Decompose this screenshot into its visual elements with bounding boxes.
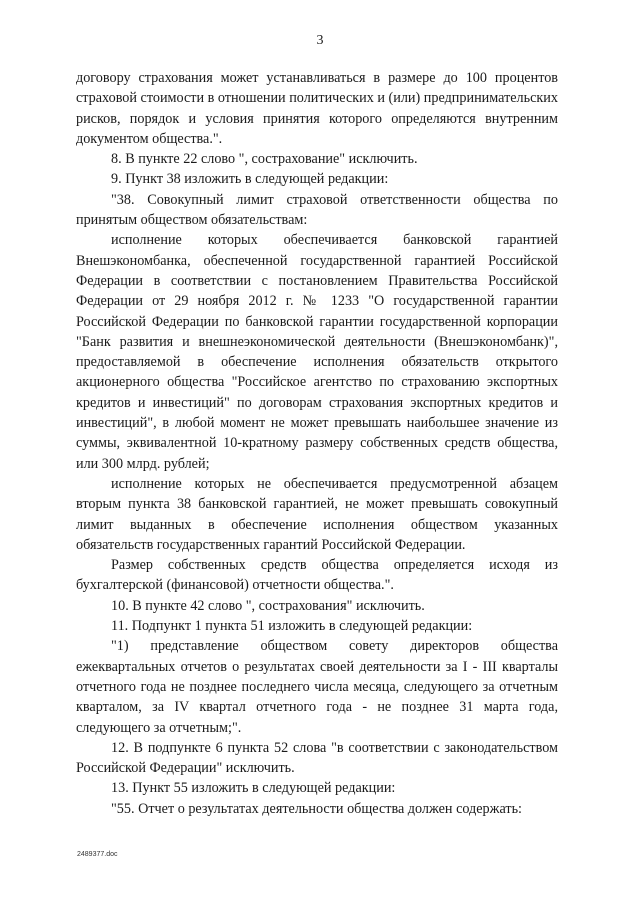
paragraph-item-8: 8. В пункте 22 слово ", сострахование" исключить. <box>111 151 418 168</box>
page-number: 3 <box>316 33 324 48</box>
paragraph-insurance-contract: договору страхования может устанавливаться в размере до 100 процентов страховой стоимости в отношении политических и (или) предпринимательских рисков, порядок и условия принятия которого определяются внутренним документом общества.". <box>76 70 558 147</box>
paragraph-item-9: 9. Пункт 38 изложить в следующей редакции: <box>111 171 389 188</box>
paragraph-subclause-1: "1) представление обществом совету директоров общества ежеквартальных отчетов о результатах своей деятельности за I - III кварталы отчетного года не позднее последнего числа месяца, следующего за отчетным кварталом, за IV квартал отчетного года - не позднее 31 марта года, следующего за отчетным;". <box>76 638 558 736</box>
paragraph-item-10: 10. В пункте 42 слово ", сострахования" исключить. <box>111 597 425 614</box>
document-file-code: 2489377.doc <box>77 851 118 858</box>
paragraph-clause-55: "55. Отчет о результатах деятельности общества должен содержать: <box>111 800 522 817</box>
paragraph-unguaranteed-obligations: исполнение которых не обеспечивается предусмотренной абзацем вторым пункта 38 банковской гарантией, не может превышать совокупный лимит выданных в обеспечение исполнения обществом указанных обязательств государственных гарантий Российской Федерации. <box>76 475 558 553</box>
paragraph-own-funds: Размер собственных средств общества определяется исходя из бухгалтерской (финансовой) отчетности общества.". <box>76 557 558 594</box>
paragraph-item-12: 12. В подпункте 6 пункта 52 слова "в соответствии с законодательством Российской Федерации" исключить. <box>76 739 558 777</box>
paragraph-clause-38: "38. Совокупный лимит страховой ответственности общества по принятым обществом обязательствам: <box>76 191 558 229</box>
paragraph-item-13: 13. Пункт 55 изложить в следующей редакции: <box>111 780 396 797</box>
document-body <box>76 68 558 819</box>
paragraph-item-11: 11. Подпункт 1 пункта 51 изложить в следующей редакции: <box>111 618 473 635</box>
paragraph-guaranteed-obligations: исполнение которых обеспечивается банковской гарантией Внешэкономбанка, обеспеченной государственной гарантией Российской Федерации в соответствии с постановлением Правительства Российской Федерации от 29 ноября 2012 г. № 1233 "О государственной гарантии Российской Федерации по банковской гарантии государственной корпорации "Банк развития и внешнеэкономической деятельности (Внешэкономбанк)", предоставляемой в обеспечение исполнения обязательств открытого акционерного общества "Российское агентство по страхованию экспортных кредитов и инвестиций" по договорам страхования экспортных кредитов и инвестиций", в любой момент не может превышать наибольшее значение из суммы, эквивалентной 10-кратному размеру собственных средств общества, или 300 млрд. рублей; <box>76 232 558 472</box>
